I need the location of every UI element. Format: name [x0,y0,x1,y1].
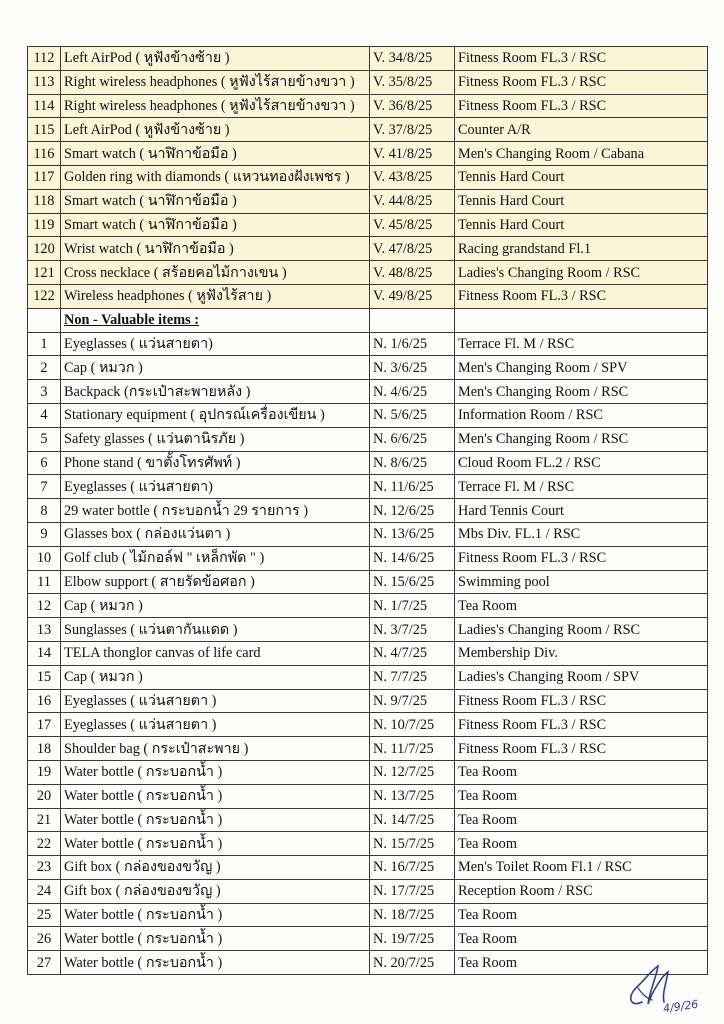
reference-number: N. 9/7/25 [370,689,455,713]
row-number: 6 [28,451,61,475]
item-description: Water bottle ( กระบอกน้ำ ) [61,927,370,951]
reference-number: N. 12/7/25 [370,760,455,784]
table-body [28,47,708,975]
item-description: Water bottle ( กระบอกน้ำ ) [61,808,370,832]
found-location: Cloud Room FL.2 / RSC [455,451,708,475]
non-valuable-item-row [28,856,708,880]
row-number: 24 [28,879,61,903]
reference-number: V. 36/8/25 [370,94,455,118]
row-number: 122 [28,284,61,308]
non-valuable-item-row [28,784,708,808]
row-number: 21 [28,808,61,832]
reference-number: N. 8/6/25 [370,451,455,475]
item-description: Phone stand ( ขาตั้งโทรศัพท์ ) [61,451,370,475]
reference-number: V. 48/8/25 [370,261,455,285]
reference-number: N. 18/7/25 [370,903,455,927]
reference-number: V. 49/8/25 [370,284,455,308]
item-description: Cap ( หมวก ) [61,356,370,380]
reference-number: N. 13/7/25 [370,784,455,808]
item-description: Shoulder bag ( กระเป๋าสะพาย ) [61,737,370,761]
reference-number: N. 19/7/25 [370,927,455,951]
row-number: 18 [28,737,61,761]
row-number: 27 [28,951,61,975]
found-location: Racing grandstand Fl.1 [455,237,708,261]
valuable-item-row [28,142,708,166]
found-location: Men's Changing Room / Cabana [455,142,708,166]
reference-number: N. 11/7/25 [370,737,455,761]
row-number: 117 [28,165,61,189]
found-location: Terrace Fl. M / RSC [455,332,708,356]
found-location: Tea Room [455,903,708,927]
row-number: 9 [28,522,61,546]
reference-number: N. 10/7/25 [370,713,455,737]
found-location: Fitness Room FL.3 / RSC [455,284,708,308]
item-description: Golden ring with diamonds ( แหวนทองฝังเพชร ) [61,165,370,189]
reference-number: N. 6/6/25 [370,427,455,451]
valuable-item-row [28,165,708,189]
row-number: 119 [28,213,61,237]
row-number: 26 [28,927,61,951]
found-location: Fitness Room FL.3 / RSC [455,689,708,713]
reference-number: V. 34/8/25 [370,47,455,71]
item-description: Left AirPod ( หูฟังข้างซ้าย ) [61,118,370,142]
non-valuable-item-row [28,903,708,927]
reference-number: N. 12/6/25 [370,499,455,523]
row-number: 114 [28,94,61,118]
found-location: Terrace Fl. M / RSC [455,475,708,499]
reference-number: N. 4/6/25 [370,380,455,404]
found-location: Tennis Hard Court [455,165,708,189]
found-location: Tea Room [455,832,708,856]
item-description: Backpack (กระเป๋าสะพายหลัง ) [61,380,370,404]
empty-cell [455,308,708,332]
row-number: 112 [28,47,61,71]
non-valuable-item-row [28,522,708,546]
non-valuable-item-row [28,427,708,451]
reference-number: N. 16/7/25 [370,856,455,880]
found-location: Tea Room [455,951,708,975]
reference-number: V. 44/8/25 [370,189,455,213]
item-description: Elbow support ( สายรัดข้อศอก ) [61,570,370,594]
reference-number: N. 13/6/25 [370,522,455,546]
found-location: Tea Room [455,784,708,808]
row-number: 22 [28,832,61,856]
found-location: Men's Changing Room / RSC [455,380,708,404]
non-valuable-item-row [28,713,708,737]
reference-number: N. 1/7/25 [370,594,455,618]
found-location: Fitness Room FL.3 / RSC [455,546,708,570]
row-number: 14 [28,641,61,665]
item-description: Wireless headphones ( หูฟังไร้สาย ) [61,284,370,308]
reference-number: N. 14/7/25 [370,808,455,832]
item-description: Water bottle ( กระบอกน้ำ ) [61,903,370,927]
non-valuable-item-row [28,760,708,784]
reference-number: N. 17/7/25 [370,879,455,903]
found-location: Fitness Room FL.3 / RSC [455,47,708,71]
item-description: TELA thonglor canvas of life card [61,641,370,665]
reference-number: V. 35/8/25 [370,70,455,94]
valuable-item-row [28,94,708,118]
row-number: 12 [28,594,61,618]
non-valuable-item-row [28,641,708,665]
reference-number: N. 11/6/25 [370,475,455,499]
found-location: Swimming pool [455,570,708,594]
row-number: 25 [28,903,61,927]
reference-number: V. 37/8/25 [370,118,455,142]
row-number: 113 [28,70,61,94]
non-valuable-item-row [28,570,708,594]
row-number: 118 [28,189,61,213]
item-description: Smart watch ( นาฬิกาข้อมือ ) [61,142,370,166]
found-location: Ladies's Changing Room / SPV [455,665,708,689]
non-valuable-item-row [28,879,708,903]
item-description: 29 water bottle ( กระบอกน้ำ 29 รายการ ) [61,499,370,523]
item-description: Eyeglasses ( แว่นสายตา) [61,332,370,356]
item-description: Gift box ( กล่องของขวัญ ) [61,879,370,903]
reference-number: N. 3/6/25 [370,356,455,380]
found-location: Reception Room / RSC [455,879,708,903]
row-number: 4 [28,403,61,427]
row-number: 121 [28,261,61,285]
valuable-item-row [28,284,708,308]
valuable-item-row [28,118,708,142]
item-description: Glasses box ( กล่องแว่นตา ) [61,522,370,546]
non-valuable-item-row [28,618,708,642]
item-description: Smart watch ( นาฬิกาข้อมือ ) [61,189,370,213]
found-location: Fitness Room FL.3 / RSC [455,713,708,737]
empty-cell [370,308,455,332]
non-valuable-item-row [28,546,708,570]
found-location: Mbs Div. FL.1 / RSC [455,522,708,546]
valuable-item-row [28,237,708,261]
item-description: Eyeglasses ( แว่นสายตา ) [61,689,370,713]
item-description: Safety glasses ( แว่นตานิรภัย ) [61,427,370,451]
reference-number: N. 3/7/25 [370,618,455,642]
row-number: 115 [28,118,61,142]
row-number: 8 [28,499,61,523]
reference-number: N. 5/6/25 [370,403,455,427]
reference-number: N. 15/7/25 [370,832,455,856]
row-number: 16 [28,689,61,713]
found-location: Tea Room [455,927,708,951]
non-valuable-item-row [28,499,708,523]
item-description: Sunglasses ( แว่นตากันแดด ) [61,618,370,642]
row-number: 116 [28,142,61,166]
non-valuable-item-row [28,689,708,713]
item-description: Wrist watch ( นาฬิกาข้อมือ ) [61,237,370,261]
non-valuable-item-row [28,737,708,761]
found-location: Fitness Room FL.3 / RSC [455,70,708,94]
item-description: Water bottle ( กระบอกน้ำ ) [61,784,370,808]
found-location: Tea Room [455,760,708,784]
found-location: Tea Room [455,808,708,832]
reference-number: V. 45/8/25 [370,213,455,237]
row-number: 1 [28,332,61,356]
reference-number: N. 15/6/25 [370,570,455,594]
reference-number: N. 14/6/25 [370,546,455,570]
item-description: Gift box ( กล่องของขวัญ ) [61,856,370,880]
item-description: Cap ( หมวก ) [61,665,370,689]
item-description: Smart watch ( นาฬิกาข้อมือ ) [61,213,370,237]
item-description: Stationary equipment ( อุปกรณ์เครื่องเขียน ) [61,403,370,427]
reference-number: N. 4/7/25 [370,641,455,665]
item-description: Cross necklace ( สร้อยคอไม้กางเขน ) [61,261,370,285]
non-valuable-item-row [28,808,708,832]
found-location: Men's Changing Room / RSC [455,427,708,451]
reference-number: V. 41/8/25 [370,142,455,166]
row-number: 120 [28,237,61,261]
row-number: 13 [28,618,61,642]
valuable-item-row [28,261,708,285]
found-location: Tea Room [455,594,708,618]
non-valuable-item-row [28,332,708,356]
item-description: Right wireless headphones ( หูฟังไร้สายข้างขวา ) [61,70,370,94]
row-number: 11 [28,570,61,594]
section-header-row [28,308,708,332]
row-number: 2 [28,356,61,380]
row-number: 7 [28,475,61,499]
valuable-item-row [28,213,708,237]
signature-date: 4/9/26 [662,997,700,1016]
found-location: Men's Toilet Room Fl.1 / RSC [455,856,708,880]
found-location: Fitness Room FL.3 / RSC [455,737,708,761]
non-valuable-item-row [28,475,708,499]
found-location: Counter A/R [455,118,708,142]
item-description: Cap ( หมวก ) [61,594,370,618]
non-valuable-item-row [28,594,708,618]
row-number: 10 [28,546,61,570]
item-description: Right wireless headphones ( หูฟังไร้สายข้างขวา ) [61,94,370,118]
found-location: Membership Div. [455,641,708,665]
found-location: Tennis Hard Court [455,189,708,213]
non-valuable-item-row [28,451,708,475]
non-valuable-item-row [28,665,708,689]
item-description: Water bottle ( กระบอกน้ำ ) [61,760,370,784]
lost-and-found-table [27,46,708,975]
item-description: Golf club ( ไม้กอล์ฟ " เหล็กพัด " ) [61,546,370,570]
reference-number: N. 7/7/25 [370,665,455,689]
found-location: Fitness Room FL.3 / RSC [455,94,708,118]
reference-number: N. 20/7/25 [370,951,455,975]
row-number: 3 [28,380,61,404]
reference-number: N. 1/6/25 [370,332,455,356]
row-number: 5 [28,427,61,451]
row-number: 23 [28,856,61,880]
row-number: 20 [28,784,61,808]
item-description: Water bottle ( กระบอกน้ำ ) [61,832,370,856]
found-location: Tennis Hard Court [455,213,708,237]
item-description: Water bottle ( กระบอกน้ำ ) [61,951,370,975]
non-valuable-item-row [28,927,708,951]
found-location: Hard Tennis Court [455,499,708,523]
valuable-item-row [28,70,708,94]
row-number: 17 [28,713,61,737]
non-valuable-item-row [28,356,708,380]
reference-number: V. 43/8/25 [370,165,455,189]
non-valuable-item-row [28,951,708,975]
found-location: Information Room / RSC [455,403,708,427]
item-description: Eyeglasses ( แว่นสายตา) [61,475,370,499]
non-valuable-item-row [28,832,708,856]
row-number: 15 [28,665,61,689]
valuable-item-row [28,47,708,71]
item-description: Left AirPod ( หูฟังข้างซ้าย ) [61,47,370,71]
non-valuable-item-row [28,380,708,404]
item-description: Eyeglasses ( แว่นสายตา ) [61,713,370,737]
found-location: Ladies's Changing Room / RSC [455,261,708,285]
empty-cell [28,308,61,332]
valuable-item-row [28,189,708,213]
found-location: Men's Changing Room / SPV [455,356,708,380]
found-location: Ladies's Changing Room / RSC [455,618,708,642]
row-number: 19 [28,760,61,784]
reference-number: V. 47/8/25 [370,237,455,261]
section-title: Non - Valuable items : [61,308,370,332]
non-valuable-item-row [28,403,708,427]
